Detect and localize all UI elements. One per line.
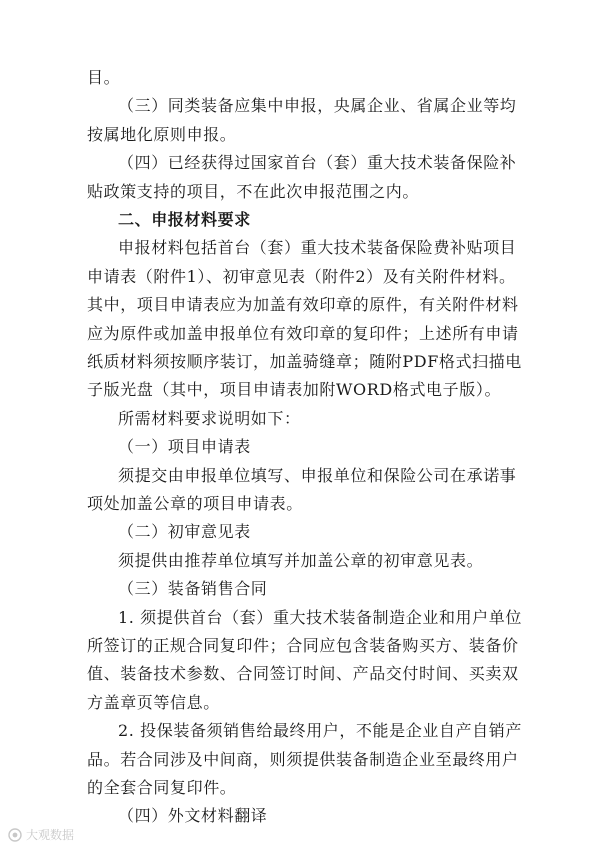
text-line: 须提供由推荐单位填写并加盖公章的初审意见表。 (118, 550, 484, 570)
text-line: 项处加盖公章的项目申请表。 (87, 494, 303, 513)
subsection-heading: （三）装备销售合同 (118, 579, 268, 599)
text-line: 须提交由申报单位填写、申报单位和保险公司在承诺事 (118, 465, 517, 485)
text-line: 其中，项目申请表应为加盖有效印章的原件，有关附件材料 (87, 295, 519, 315)
subsection-heading: （四）外文材料翻译 (118, 806, 268, 826)
subsection-heading: （一）项目申请表 (118, 437, 251, 457)
watermark-text: 大观数据 (26, 828, 75, 842)
subsection-heading: （二）初审意见表 (118, 522, 251, 542)
text-line: （四）已经获得过国家首台（套）重大技术装备保险补 (118, 153, 517, 173)
text-line: 按属地化原则申报。 (87, 124, 237, 144)
text-line: 应为原件或加盖申报单位有效印章的复印件；上述所有申请 (87, 323, 519, 343)
text-line: 目。 (87, 68, 121, 87)
section-heading: 二、申报材料要求 (118, 210, 251, 229)
text-line: 值、装备技术参数、合同签订时间、产品交付时间、买卖双 (87, 664, 519, 684)
text-line: （三）同类装备应集中申报，央属企业、省属企业等均 (118, 96, 517, 116)
camera-logo-icon (8, 828, 22, 842)
watermark (8, 826, 74, 843)
text-line: 的全套合同复印件。 (87, 778, 237, 797)
text-line: 申请表（附件1）、初审意见表（附件2）及有关附件材料。 (87, 266, 516, 286)
text-line: 2. 投保装备须销售给最终用户，不能是企业自产自销产 (118, 721, 522, 741)
text-line: 所需材料要求说明如下： (118, 408, 301, 428)
text-line: 方盖章页等信息。 (87, 692, 220, 712)
text-line: 所签订的正规合同复印件；合同应包含装备购买方、装备价 (87, 636, 519, 655)
text-line: 申报材料包括首台（套）重大技术装备保险费补贴项目 (118, 238, 517, 258)
text-line: 品。若合同涉及中间商，则须提供装备制造企业至最终用户 (87, 749, 519, 769)
text-line: 贴政策支持的项目，不在此次申报范围之内。 (87, 181, 420, 201)
text-line: 1. 须提供首台（套）重大技术装备制造企业和用户单位 (118, 607, 522, 627)
text-line: 子版光盘（其中，项目申请表加附WORD格式电子版）。 (87, 380, 502, 400)
text-line: 纸质材料须按顺序装订，加盖骑缝章；随附PDF格式扫描电 (87, 352, 522, 371)
